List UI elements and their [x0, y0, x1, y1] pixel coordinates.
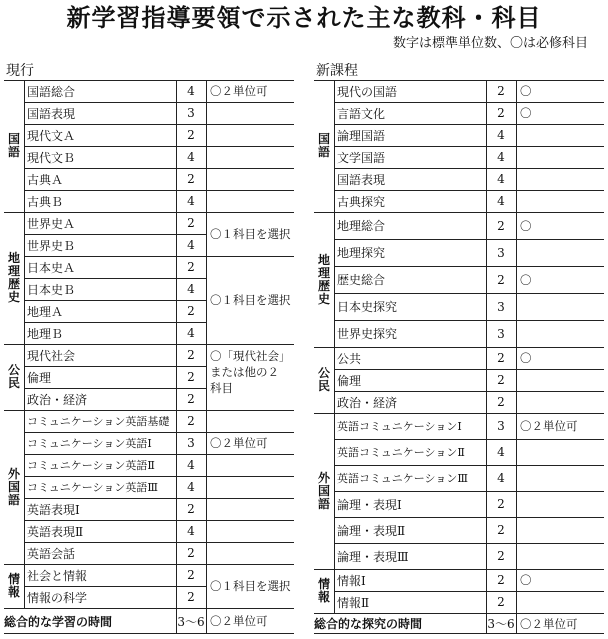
subject-row	[314, 347, 604, 369]
standard-units: 2	[497, 272, 505, 287]
required-note	[516, 190, 604, 212]
subject-row	[314, 266, 604, 293]
required-note: 〇	[520, 84, 532, 98]
standard-units: 2	[497, 595, 505, 609]
subject-row	[4, 498, 294, 520]
group-label-char: 情	[317, 577, 330, 591]
selection-note: 〇１科目を選択	[210, 227, 291, 241]
group-label-char: 公	[317, 366, 330, 380]
integrated-study-name: 総合的な学習の時間	[4, 614, 113, 629]
subject-name: 情報の科学	[27, 590, 88, 605]
required-note: 〇２単位可	[520, 419, 578, 433]
subject-name: 政治・経済	[27, 392, 88, 407]
subject-row	[314, 102, 604, 124]
subject-name: 倫理	[337, 373, 362, 388]
standard-units: 3	[187, 106, 195, 120]
subject-name: 英語コミュニケーションⅡ	[337, 446, 465, 459]
grid-line	[176, 80, 177, 608]
required-note: 〇	[520, 218, 532, 233]
group-label-char: 史	[7, 290, 20, 304]
subject-row	[4, 168, 294, 190]
legend-note: 数字は標準単位数、〇は必修科目	[392, 36, 588, 51]
grid-line	[314, 633, 604, 634]
required-note	[206, 498, 294, 520]
subject-name: 英語表現Ⅱ	[27, 524, 84, 539]
standard-units: 2	[497, 218, 505, 233]
standard-units: 4	[187, 150, 195, 164]
subject-row	[4, 80, 294, 102]
group-label-char: 民	[7, 376, 20, 390]
standard-units: 2	[497, 84, 505, 98]
grid-line	[334, 80, 335, 613]
required-note	[206, 146, 294, 168]
standard-units: 2	[187, 348, 195, 362]
subject-row	[4, 432, 294, 454]
group-label-char: 語	[7, 492, 20, 507]
standard-units: 2	[187, 502, 195, 516]
required-note	[516, 465, 604, 491]
grid-line	[206, 608, 207, 634]
subject-name: 日本史探究	[337, 300, 398, 314]
standard-units: 2	[187, 172, 195, 186]
standard-units: 2	[497, 106, 505, 120]
subject-row	[314, 413, 604, 439]
grid-line	[4, 633, 294, 634]
required-note: 〇	[520, 272, 532, 287]
subject-name: 現代文Ｂ	[27, 150, 76, 165]
standard-units: 3	[497, 326, 505, 341]
subject-row	[314, 465, 604, 491]
group-label-char: 理	[7, 264, 20, 278]
subject-name: 国語表現	[27, 106, 76, 121]
integrated-study-note: 〇２単位可	[210, 614, 268, 628]
subject-row	[314, 168, 604, 190]
standard-units: 3	[497, 419, 505, 433]
required-note	[516, 543, 604, 569]
subject-name: コミュニケーション英語Ⅰ	[27, 437, 152, 450]
required-note	[206, 476, 294, 498]
required-note	[516, 124, 604, 146]
required-note	[206, 102, 294, 124]
subject-name: コミュニケーション英語基礎	[27, 415, 170, 428]
subject-name: 英語表現Ⅰ	[27, 502, 80, 517]
grid-line	[486, 613, 487, 634]
subject-row	[314, 569, 604, 591]
required-note	[206, 190, 294, 212]
standard-units: 2	[497, 497, 505, 511]
subject-name: 政治・経済	[337, 395, 398, 410]
subject-name: 地理総合	[337, 219, 386, 233]
group-label-char: 国	[317, 132, 330, 146]
group-label-char: 民	[317, 379, 330, 393]
grid-line	[176, 608, 177, 634]
required-note: 〇２単位可	[210, 436, 268, 450]
subject-name: 古典探究	[337, 194, 386, 209]
required-note	[516, 439, 604, 465]
standard-units: 4	[497, 445, 505, 459]
standard-units: 2	[187, 304, 195, 318]
subject-row	[4, 476, 294, 498]
subject-row	[314, 212, 604, 239]
subject-name: 言語文化	[337, 106, 386, 121]
group-label-char: 国	[7, 479, 20, 494]
grid-line	[206, 80, 207, 608]
required-note	[206, 410, 294, 432]
subject-name: 日本史Ａ	[27, 260, 76, 275]
subject-row	[314, 190, 604, 212]
current-curriculum-label: 現行	[6, 63, 34, 79]
grid-line	[516, 80, 517, 613]
standard-units: 2	[497, 573, 505, 587]
required-note: 〇	[520, 351, 532, 365]
standard-units: 4	[187, 458, 195, 472]
subject-row	[314, 366, 604, 391]
subject-row	[314, 439, 604, 465]
required-note	[516, 239, 604, 266]
standard-units: 4	[497, 128, 505, 142]
subject-name: 世界史Ａ	[27, 216, 76, 231]
subject-row	[314, 293, 604, 320]
subject-row	[314, 517, 604, 543]
selection-note: 〇１科目を選択	[210, 293, 291, 307]
standard-units: 4	[187, 238, 195, 252]
subject-row	[4, 146, 294, 168]
standard-units: 2	[187, 414, 195, 428]
standard-units: 2	[187, 590, 195, 604]
subject-name: 論理国語	[337, 128, 386, 143]
required-note	[516, 146, 604, 168]
standard-units: 3	[187, 436, 195, 450]
integrated-study-name: 総合的な探究の時間	[314, 617, 423, 631]
required-note	[206, 454, 294, 476]
subject-name: 日本史Ｂ	[27, 282, 76, 297]
integrated-study-units: 3〜6	[487, 617, 515, 631]
group-label-char: 語	[317, 496, 330, 511]
required-note	[516, 293, 604, 320]
subject-row	[4, 190, 294, 212]
subject-name: 世界史Ｂ	[27, 238, 76, 253]
standard-units: 2	[187, 568, 195, 582]
subject-row	[314, 543, 604, 569]
subject-row	[4, 124, 294, 146]
standard-units: 4	[497, 150, 505, 164]
standard-units: 4	[187, 84, 195, 98]
subject-name: 論理・表現Ⅰ	[337, 497, 402, 512]
standard-units: 3	[497, 245, 505, 260]
subject-row	[4, 102, 294, 124]
required-note	[206, 168, 294, 190]
subject-name: 地理Ａ	[27, 304, 64, 319]
standard-units: 4	[187, 326, 195, 340]
standard-units: 4	[497, 471, 505, 485]
grid-line	[486, 80, 487, 613]
required-note: 〇	[520, 106, 532, 120]
subject-name: 現代文Ａ	[27, 128, 76, 143]
standard-units: 2	[187, 392, 195, 406]
required-note	[206, 520, 294, 542]
standard-units: 4	[497, 194, 505, 208]
subject-name: 社会と情報	[27, 568, 88, 583]
subject-name: 地理探究	[337, 246, 386, 260]
subject-row	[314, 391, 604, 413]
group-label-char: 国	[317, 483, 330, 498]
group-label-char: 公	[7, 363, 20, 377]
subject-name: 古典Ａ	[27, 172, 64, 187]
group-label-char: 地	[7, 251, 20, 265]
subject-name: 古典Ｂ	[27, 194, 64, 209]
selection-note: 〇１科目を選択	[210, 579, 291, 593]
standard-units: 4	[187, 194, 195, 208]
new-curriculum-label: 新課程	[316, 63, 358, 79]
standard-units: 2	[497, 549, 505, 563]
subject-name: 英語コミュニケーションⅢ	[337, 472, 468, 485]
group-label-char: 報	[7, 585, 20, 599]
required-note: 〇	[520, 573, 532, 587]
subject-name: 論理・表現Ⅱ	[337, 523, 406, 538]
group-label-char: 史	[317, 291, 330, 306]
grid-line	[24, 80, 25, 608]
standard-units: 2	[497, 351, 505, 365]
subject-row	[314, 124, 604, 146]
group-label-char: 理	[317, 265, 330, 280]
required-note	[516, 517, 604, 543]
subject-name: 国語総合	[27, 84, 76, 99]
subject-name: 倫理	[27, 370, 52, 385]
group-label-char: 語	[317, 145, 330, 159]
required-note	[516, 591, 604, 613]
standard-units: 2	[187, 128, 195, 142]
required-note	[516, 168, 604, 190]
subject-name: 英語コミュニケーションⅠ	[337, 420, 462, 433]
group-label-char: 歴	[7, 277, 20, 291]
integrated-study-units: 3〜6	[177, 614, 205, 629]
subject-row	[314, 146, 604, 168]
group-label-char: 国	[7, 132, 20, 146]
subject-name: コミュニケーション英語Ⅱ	[27, 459, 155, 472]
subject-row	[314, 491, 604, 517]
subject-name: 情報Ⅰ	[337, 573, 366, 588]
group-label-char: 情	[7, 572, 20, 586]
subject-name: コミュニケーション英語Ⅲ	[27, 481, 158, 494]
new-curriculum-table	[314, 80, 604, 634]
subject-row	[4, 542, 294, 564]
subject-name: 国語表現	[337, 172, 386, 187]
current-curriculum-table	[4, 80, 294, 634]
standard-units: 4	[187, 480, 195, 494]
standard-units: 4	[497, 172, 505, 186]
group-label-char: 歴	[317, 278, 330, 293]
subject-row	[314, 239, 604, 266]
standard-units: 2	[187, 216, 195, 230]
selection-note: 〇「現代社会」 または他の２ 科目	[210, 349, 291, 395]
required-note	[516, 391, 604, 413]
subject-row	[4, 410, 294, 432]
group-label-char: 報	[317, 590, 330, 604]
group-label-char: 外	[7, 466, 20, 481]
standard-units: 2	[187, 370, 195, 384]
subject-row	[314, 80, 604, 102]
required-note	[516, 369, 604, 391]
subject-name: 世界史探究	[337, 327, 398, 341]
required-note	[206, 542, 294, 564]
subject-name: 現代の国語	[337, 84, 398, 99]
standard-units: 2	[187, 546, 195, 560]
subject-row	[4, 454, 294, 476]
standard-units: 2	[497, 395, 505, 409]
subject-row	[4, 520, 294, 542]
subject-name: 文学国語	[337, 150, 386, 165]
integrated-study-note: 〇２単位可	[520, 616, 578, 631]
grid-line	[516, 613, 517, 634]
group-label-char: 外	[317, 470, 330, 485]
standard-units: 2	[497, 523, 505, 537]
required-note	[516, 491, 604, 517]
required-note: 〇２単位可	[210, 84, 268, 98]
required-note	[206, 124, 294, 146]
subject-name: 情報Ⅱ	[337, 595, 370, 610]
subject-row	[314, 591, 604, 613]
group-label-char: 語	[7, 145, 20, 159]
standard-units: 3	[497, 299, 505, 314]
required-note	[516, 320, 604, 347]
subject-name: 現代社会	[27, 348, 76, 363]
subject-name: 地理Ｂ	[27, 326, 64, 341]
standard-units: 4	[187, 524, 195, 538]
subject-name: 論理・表現Ⅲ	[337, 549, 409, 564]
page-title: 新学習指導要領で示された主な教科・科目	[66, 4, 542, 32]
standard-units: 2	[497, 373, 505, 387]
standard-units: 4	[187, 282, 195, 296]
group-label-char: 地	[317, 252, 330, 267]
subject-row	[314, 320, 604, 347]
subject-name: 英語会話	[27, 546, 76, 561]
subject-name: 公共	[337, 351, 362, 366]
subject-name: 歴史総合	[337, 273, 386, 287]
standard-units: 2	[187, 260, 195, 274]
